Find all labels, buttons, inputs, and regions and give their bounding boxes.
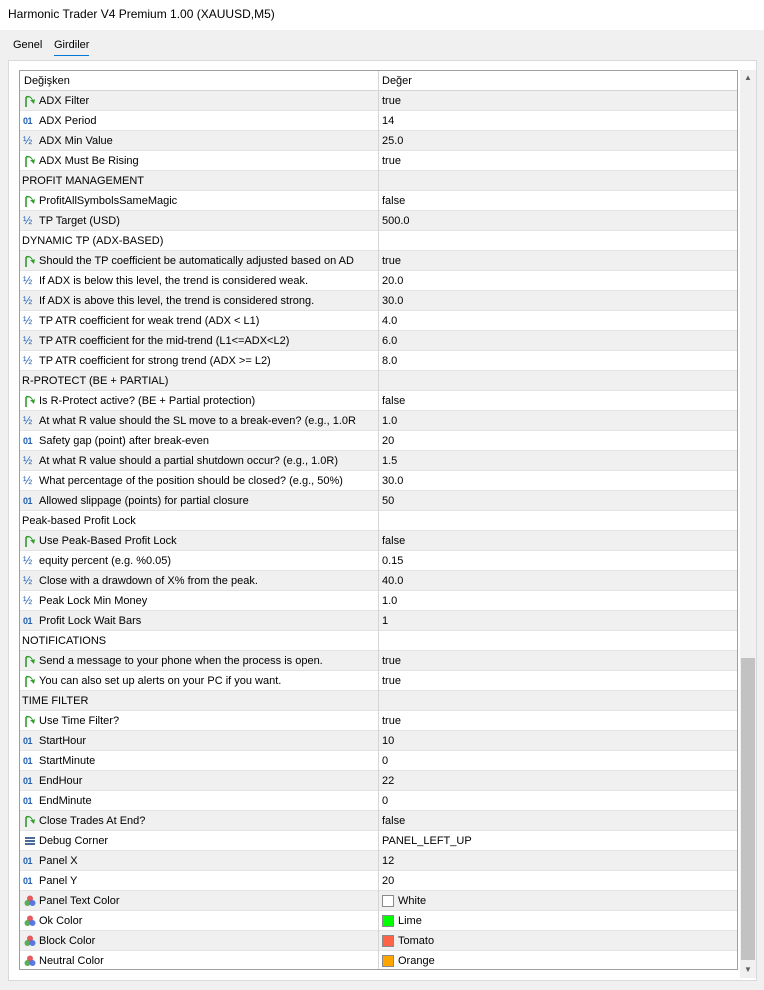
variable-name-cell	[20, 531, 379, 551]
table-row[interactable]	[20, 471, 738, 491]
variable-name-cell	[20, 571, 379, 591]
table-row[interactable]	[20, 951, 738, 970]
variable-name-cell	[20, 91, 379, 111]
color-circles-icon	[23, 934, 37, 948]
variable-value-cell[interactable]	[382, 951, 738, 970]
variable-name-cell	[20, 171, 379, 191]
variable-value-cell[interactable]	[382, 651, 738, 671]
active-tab-underline	[54, 55, 89, 56]
table-row[interactable]	[20, 531, 738, 551]
variable-value: 10	[382, 735, 395, 747]
variable-value: 14	[382, 115, 395, 127]
variable-value-cell[interactable]	[382, 491, 738, 511]
table-header	[20, 71, 738, 91]
variable-name: At what R value should the SL move to a break-even? (e.g., 1.0R	[39, 415, 356, 427]
table-row[interactable]	[20, 751, 738, 771]
variable-value-cell[interactable]	[382, 151, 738, 171]
table-row[interactable]	[20, 111, 738, 131]
variable-name: ADX Min Value	[39, 135, 113, 147]
tab-inputs[interactable]	[54, 39, 89, 51]
variable-value-cell[interactable]	[382, 771, 738, 791]
table-row[interactable]	[20, 831, 738, 851]
variable-name-cell	[20, 811, 379, 831]
vertical-scrollbar[interactable]	[740, 70, 756, 978]
table-row[interactable]	[20, 891, 738, 911]
color-swatch	[382, 935, 394, 947]
variable-value-cell[interactable]	[382, 291, 738, 311]
variable-name: Close with a drawdown of X% from the peak.	[39, 575, 258, 587]
variable-name-cell	[20, 951, 379, 970]
variable-name-cell	[20, 151, 379, 171]
variable-name-cell	[20, 671, 379, 691]
section-header-row[interactable]	[20, 631, 738, 651]
variable-value-cell[interactable]	[382, 591, 738, 611]
variable-value-cell[interactable]	[382, 611, 738, 631]
arrow-flag-icon	[23, 714, 37, 728]
variable-value: 22	[382, 775, 395, 787]
variable-value-cell[interactable]	[382, 391, 738, 411]
fraction-half-icon: ½	[23, 475, 33, 487]
variable-value-cell[interactable]	[382, 731, 738, 751]
section-header-row[interactable]	[20, 511, 738, 531]
variable-name: Use Time Filter?	[39, 715, 120, 727]
color-circles-icon	[23, 894, 37, 908]
variable-name-cell	[20, 931, 379, 951]
color-circles-icon	[23, 954, 37, 968]
variable-name: ADX Period	[39, 115, 97, 127]
variable-value-cell[interactable]	[382, 931, 738, 951]
variable-name: TP Target (USD)	[39, 215, 120, 227]
table-row[interactable]	[20, 331, 738, 351]
table-row[interactable]	[20, 431, 738, 451]
variable-name-cell	[20, 231, 379, 251]
table-row[interactable]	[20, 911, 738, 931]
variable-name: Panel Y	[39, 875, 78, 887]
variable-value-cell	[382, 171, 738, 191]
variable-name: TP ATR coefficient for the mid-trend (L1<=ADX<L2)	[39, 335, 290, 347]
variable-value: 25.0	[382, 135, 404, 147]
variable-name-cell	[20, 791, 379, 811]
integer-01-icon: 01	[23, 776, 33, 786]
inputs-table	[19, 70, 738, 970]
scroll-up-arrow-icon[interactable]: ▲	[744, 73, 752, 82]
variable-value: Tomato	[398, 935, 435, 947]
variable-name: What percentage of the position should be closed? (e.g., 50%)	[39, 475, 343, 487]
arrow-flag-icon	[23, 814, 37, 828]
variable-value: false	[382, 395, 406, 407]
color-circles-icon	[23, 914, 37, 928]
color-swatch	[382, 955, 394, 967]
table-row[interactable]	[20, 551, 738, 571]
list-enum-icon	[23, 834, 37, 848]
variable-name-cell	[20, 611, 379, 631]
variable-name: ADX Must Be Rising	[39, 155, 139, 167]
variable-value: false	[382, 815, 406, 827]
fraction-half-icon: ½	[23, 455, 33, 467]
variable-value: true	[382, 715, 401, 727]
window-title: Harmonic Trader V4 Premium 1.00 (XAUUSD,M5)	[8, 7, 275, 21]
variable-value-cell[interactable]	[382, 671, 738, 691]
variable-name: StartHour	[39, 735, 87, 747]
integer-01-icon: 01	[23, 796, 33, 806]
variable-name-cell	[20, 191, 379, 211]
integer-01-icon: 01	[23, 496, 33, 506]
variable-value-cell[interactable]	[382, 271, 738, 291]
table-row[interactable]	[20, 731, 738, 751]
fraction-half-icon: ½	[23, 135, 33, 147]
integer-01-icon: 01	[23, 616, 33, 626]
variable-name-cell	[20, 391, 379, 411]
variable-value-cell[interactable]	[382, 551, 738, 571]
variable-value: true	[382, 155, 401, 167]
variable-value-cell[interactable]	[382, 91, 738, 111]
variable-name-cell	[20, 451, 379, 471]
integer-01-icon: 01	[23, 116, 33, 126]
scrollbar-thumb[interactable]	[741, 658, 755, 960]
variable-value: true	[382, 675, 401, 687]
variable-name-cell	[20, 411, 379, 431]
variable-value: 0.15	[382, 555, 404, 567]
variable-name: Should the TP coefficient be automatically adjusted based on AD	[39, 255, 354, 267]
variable-name: Panel X	[39, 855, 78, 867]
variable-name-cell	[20, 851, 379, 871]
variable-value: 1.5	[382, 455, 398, 467]
variable-name: Ok Color	[39, 915, 83, 927]
variable-name-cell	[20, 211, 379, 231]
variable-name: equity percent (e.g. %0.05)	[39, 555, 172, 567]
scroll-down-arrow-icon[interactable]: ▼	[744, 965, 752, 974]
variable-name-cell	[20, 711, 379, 731]
table-row[interactable]	[20, 931, 738, 951]
variable-name-cell	[20, 591, 379, 611]
variable-name: TP ATR coefficient for weak trend (ADX < L1)	[39, 315, 260, 327]
variable-name: TP ATR coefficient for strong trend (ADX >= L2)	[39, 355, 271, 367]
variable-value-cell[interactable]	[382, 751, 738, 771]
header-name-cell[interactable]	[20, 71, 379, 91]
table-row[interactable]	[20, 311, 738, 331]
variable-name: Debug Corner	[39, 835, 109, 847]
variable-value-cell[interactable]	[382, 891, 738, 911]
variable-name: Allowed slippage (points) for partial closure	[39, 495, 249, 507]
variable-name-cell	[20, 371, 379, 391]
table-row[interactable]	[20, 411, 738, 431]
variable-name: EndMinute	[39, 795, 92, 807]
variable-value: false	[382, 195, 406, 207]
variable-value-cell[interactable]	[382, 911, 738, 931]
variable-value: 0	[382, 795, 389, 807]
tab-bar	[0, 30, 764, 60]
tab-general[interactable]: Genel	[13, 39, 43, 51]
table-row[interactable]	[20, 491, 738, 511]
variable-name-cell	[20, 471, 379, 491]
variable-value: true	[382, 655, 401, 667]
section-title: PROFIT MANAGEMENT	[22, 175, 145, 187]
variable-value-cell[interactable]	[382, 311, 738, 331]
variable-value: 40.0	[382, 575, 404, 587]
variable-name-cell	[20, 331, 379, 351]
section-title: TIME FILTER	[22, 695, 89, 707]
integer-01-icon: 01	[23, 736, 33, 746]
fraction-half-icon: ½	[23, 415, 33, 427]
variable-name-cell	[20, 731, 379, 751]
section-title: Peak-based Profit Lock	[22, 515, 136, 527]
variable-value-cell[interactable]	[382, 111, 738, 131]
variable-name-cell	[20, 271, 379, 291]
tab-inputs-label: Girdiler	[54, 39, 90, 51]
variable-name-cell	[20, 691, 379, 711]
variable-name: Peak Lock Min Money	[39, 595, 148, 607]
table-row[interactable]	[20, 851, 738, 871]
table-row[interactable]	[20, 251, 738, 271]
variable-name: ADX Filter	[39, 95, 90, 107]
variable-name-cell	[20, 351, 379, 371]
table-row[interactable]	[20, 291, 738, 311]
table-row[interactable]	[20, 151, 738, 171]
variable-value-cell	[382, 691, 738, 711]
variable-value-cell[interactable]	[382, 791, 738, 811]
variable-name-cell	[20, 291, 379, 311]
variable-value: 1.0	[382, 595, 398, 607]
table-row[interactable]	[20, 591, 738, 611]
table-row[interactable]	[20, 571, 738, 591]
integer-01-icon: 01	[23, 856, 33, 866]
variable-name-cell	[20, 491, 379, 511]
variable-name: Panel Text Color	[39, 895, 120, 907]
section-header-row[interactable]	[20, 691, 738, 711]
variable-value-cell	[382, 511, 738, 531]
variable-name: At what R value should a partial shutdown occur? (e.g., 1.0R)	[39, 455, 338, 467]
table-row[interactable]	[20, 611, 738, 631]
variable-name-cell	[20, 651, 379, 671]
table-row[interactable]	[20, 211, 738, 231]
table-row[interactable]	[20, 451, 738, 471]
table-row[interactable]	[20, 791, 738, 811]
window-titlebar	[0, 0, 764, 30]
variable-value-cell[interactable]	[382, 811, 738, 831]
variable-value-cell[interactable]	[382, 571, 738, 591]
arrow-flag-icon	[23, 154, 37, 168]
variable-name: Neutral Color	[39, 955, 104, 967]
variable-name-cell	[20, 251, 379, 271]
variable-value-cell[interactable]	[382, 871, 738, 891]
variable-name: Send a message to your phone when the process is open.	[39, 655, 323, 667]
variable-value: PANEL_LEFT_UP	[382, 835, 472, 847]
variable-value: 4.0	[382, 315, 398, 327]
variable-value: 20	[382, 875, 395, 887]
variable-value-cell	[382, 371, 738, 391]
integer-01-icon: 01	[23, 876, 33, 886]
variable-name: Use Peak-Based Profit Lock	[39, 535, 177, 547]
table-row[interactable]	[20, 811, 738, 831]
table-row[interactable]	[20, 131, 738, 151]
variable-value: 12	[382, 855, 395, 867]
variable-value-cell[interactable]	[382, 471, 738, 491]
table-row[interactable]	[20, 191, 738, 211]
variable-value: 500.0	[382, 215, 410, 227]
fraction-half-icon: ½	[23, 215, 33, 227]
variable-value-cell[interactable]	[382, 411, 738, 431]
fraction-half-icon: ½	[23, 555, 33, 567]
section-header-row[interactable]	[20, 171, 738, 191]
variable-name: If ADX is above this level, the trend is considered strong.	[39, 295, 315, 307]
variable-value: 30.0	[382, 295, 404, 307]
variable-value: 20	[382, 435, 395, 447]
variable-value: false	[382, 535, 406, 547]
variable-value-cell	[382, 231, 738, 251]
variable-value: White	[398, 895, 427, 907]
variable-value: 6.0	[382, 335, 398, 347]
arrow-flag-icon	[23, 94, 37, 108]
variable-value: 1.0	[382, 415, 398, 427]
variable-value-cell[interactable]	[382, 451, 738, 471]
fraction-half-icon: ½	[23, 575, 33, 587]
variable-name-cell	[20, 631, 379, 651]
variable-name: Block Color	[39, 935, 96, 947]
variable-value: Orange	[398, 955, 435, 967]
variable-value: 0	[382, 755, 389, 767]
variable-name-cell	[20, 891, 379, 911]
variable-name-cell	[20, 511, 379, 531]
variable-name-cell	[20, 771, 379, 791]
variable-value-cell[interactable]	[382, 131, 738, 151]
header-value-cell[interactable]	[382, 71, 738, 91]
variable-value-cell[interactable]	[382, 331, 738, 351]
variable-name: You can also set up alerts on your PC if you want.	[39, 675, 282, 687]
table-row[interactable]	[20, 351, 738, 371]
arrow-flag-icon	[23, 654, 37, 668]
inputs-panel	[8, 60, 757, 981]
integer-01-icon: 01	[23, 436, 33, 446]
section-title: DYNAMIC TP (ADX-BASED)	[22, 235, 164, 247]
variable-value: 50	[382, 495, 395, 507]
arrow-flag-icon	[23, 534, 37, 548]
variable-value: 8.0	[382, 355, 398, 367]
variable-value: 30.0	[382, 475, 404, 487]
arrow-flag-icon	[23, 394, 37, 408]
variable-name: StartMinute	[39, 755, 96, 767]
variable-name-cell	[20, 911, 379, 931]
fraction-half-icon: ½	[23, 315, 33, 327]
variable-name: ProfitAllSymbolsSameMagic	[39, 195, 178, 207]
arrow-flag-icon	[23, 194, 37, 208]
arrow-flag-icon	[23, 254, 37, 268]
section-header-row[interactable]	[20, 371, 738, 391]
variable-value-cell[interactable]	[382, 191, 738, 211]
section-title: R-PROTECT (BE + PARTIAL)	[22, 375, 169, 387]
color-swatch	[382, 915, 394, 927]
fraction-half-icon: ½	[23, 335, 33, 347]
table-row[interactable]	[20, 391, 738, 411]
variable-name: Close Trades At End?	[39, 815, 146, 827]
variable-value-cell[interactable]	[382, 351, 738, 371]
table-row[interactable]	[20, 871, 738, 891]
variable-name-cell	[20, 311, 379, 331]
variable-name: Profit Lock Wait Bars	[39, 615, 142, 627]
variable-value: Lime	[398, 915, 422, 927]
table-row[interactable]	[20, 671, 738, 691]
table-row[interactable]	[20, 91, 738, 111]
table-row[interactable]	[20, 651, 738, 671]
variable-name: EndHour	[39, 775, 83, 787]
section-title: NOTIFICATIONS	[22, 635, 107, 647]
header-variable-label: Değişken	[24, 75, 70, 87]
variable-value: 1	[382, 615, 389, 627]
arrow-flag-icon	[23, 674, 37, 688]
variable-value: true	[382, 255, 401, 267]
variable-value-cell[interactable]	[382, 431, 738, 451]
fraction-half-icon: ½	[23, 295, 33, 307]
table-row[interactable]	[20, 271, 738, 291]
variable-name-cell	[20, 131, 379, 151]
variable-value-cell[interactable]	[382, 851, 738, 871]
fraction-half-icon: ½	[23, 595, 33, 607]
variable-name-cell	[20, 431, 379, 451]
variable-value-cell[interactable]	[382, 711, 738, 731]
variable-value-cell[interactable]	[382, 831, 738, 851]
variable-name-cell	[20, 751, 379, 771]
variable-name-cell	[20, 111, 379, 131]
header-value-label: Değer	[382, 75, 412, 87]
color-swatch	[382, 895, 394, 907]
variable-value-cell[interactable]	[382, 531, 738, 551]
variable-value-cell[interactable]	[382, 211, 738, 231]
fraction-half-icon: ½	[23, 355, 33, 367]
variable-value-cell[interactable]	[382, 251, 738, 271]
variable-name: Is R-Protect active? (BE + Partial protection)	[39, 395, 256, 407]
variable-value: 20.0	[382, 275, 404, 287]
variable-name-cell	[20, 871, 379, 891]
integer-01-icon: 01	[23, 756, 33, 766]
table-row[interactable]	[20, 771, 738, 791]
fraction-half-icon: ½	[23, 275, 33, 287]
variable-value-cell	[382, 631, 738, 651]
section-header-row[interactable]	[20, 231, 738, 251]
variable-value: true	[382, 95, 401, 107]
table-row[interactable]	[20, 711, 738, 731]
variable-name: If ADX is below this level, the trend is considered weak.	[39, 275, 309, 287]
variable-name-cell	[20, 551, 379, 571]
variable-name-cell	[20, 831, 379, 851]
variable-name: Safety gap (point) after break-even	[39, 435, 209, 447]
